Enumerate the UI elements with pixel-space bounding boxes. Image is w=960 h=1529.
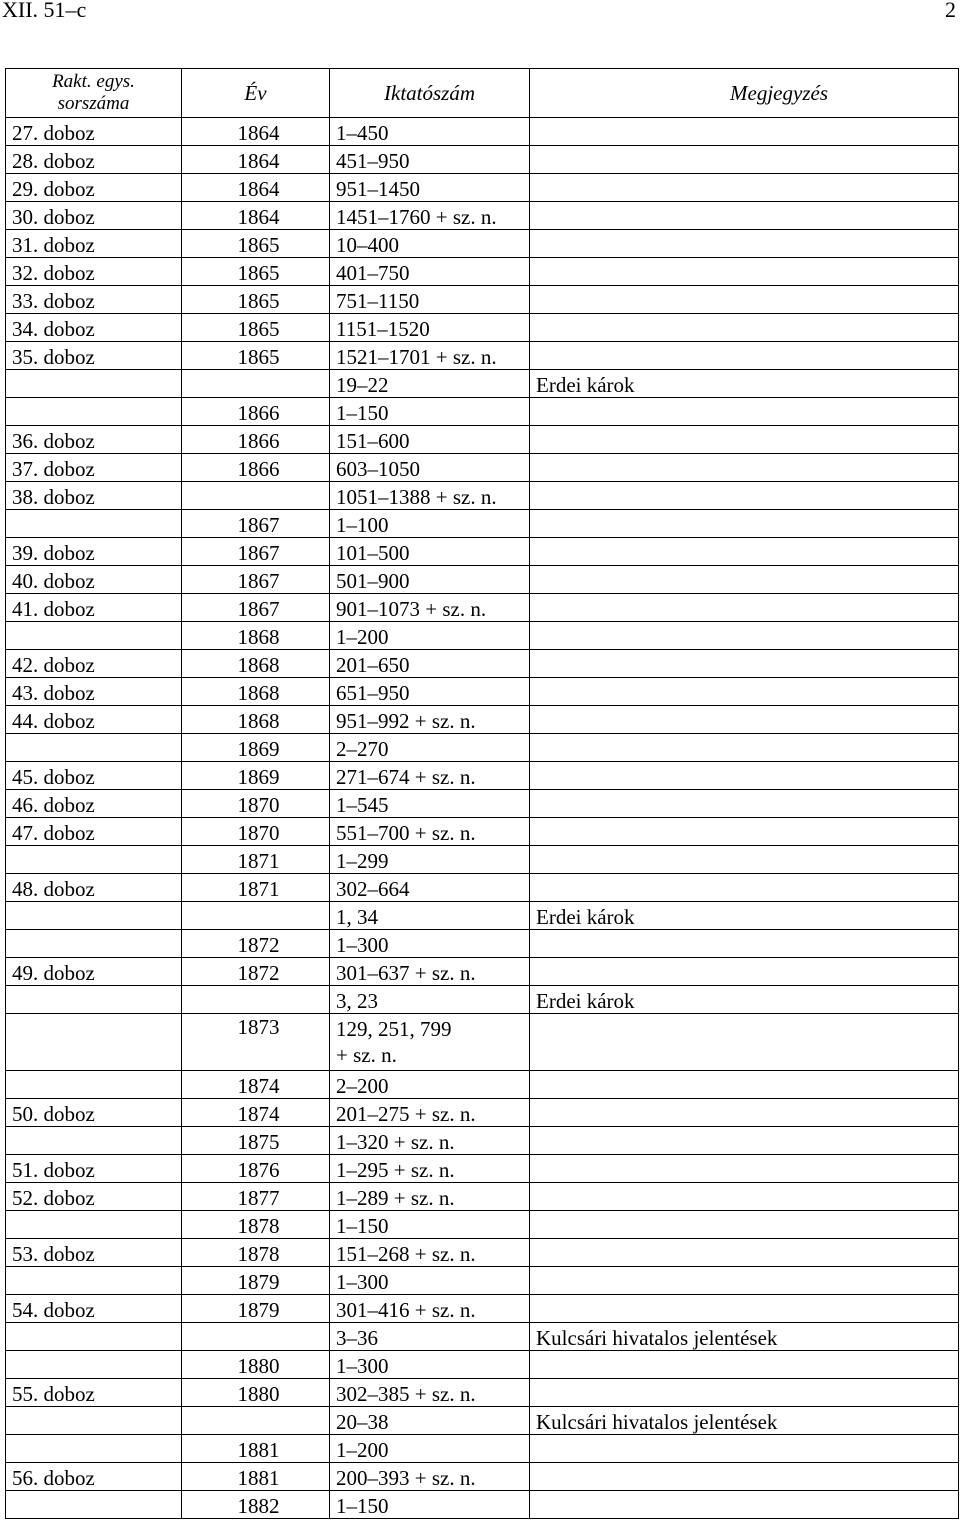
- cell-unit: [6, 1491, 182, 1519]
- cell-unit: [6, 398, 182, 426]
- table-row: [6, 286, 959, 314]
- cell-registry: 1051–1388 + sz. n.: [330, 482, 530, 510]
- cell-note: [530, 174, 959, 202]
- cell-year: 1865: [182, 314, 330, 342]
- cell-note: [530, 930, 959, 958]
- cell-note: Erdei károk: [530, 370, 959, 398]
- cell-registry: 651–950: [330, 678, 530, 706]
- cell-registry: 951–1450: [330, 174, 530, 202]
- cell-note: [530, 762, 959, 790]
- cell-note: Erdei károk: [530, 986, 959, 1014]
- cell-registry: 302–385 + sz. n.: [330, 1379, 530, 1407]
- cell-note: [530, 202, 959, 230]
- cell-unit: 41. doboz: [6, 594, 182, 622]
- cell-unit: [6, 1267, 182, 1295]
- cell-year: 1867: [182, 594, 330, 622]
- cell-note: [530, 790, 959, 818]
- cell-note: [530, 482, 959, 510]
- table-row: [6, 398, 959, 426]
- cell-registry: 1451–1760 + sz. n.: [330, 202, 530, 230]
- column-header-note: Megjegyzés: [530, 69, 959, 118]
- table-row: [6, 1323, 959, 1351]
- table-row: [6, 762, 959, 790]
- cell-registry: 19–22: [330, 370, 530, 398]
- cell-year: 1873: [182, 1014, 330, 1071]
- cell-year: 1879: [182, 1295, 330, 1323]
- cell-year: 1880: [182, 1379, 330, 1407]
- cell-unit: 37. doboz: [6, 454, 182, 482]
- cell-note: [530, 678, 959, 706]
- cell-year: 1878: [182, 1239, 330, 1267]
- cell-registry: 1–450: [330, 118, 530, 146]
- cell-year: 1868: [182, 706, 330, 734]
- cell-note: [530, 258, 959, 286]
- cell-year: [182, 370, 330, 398]
- cell-registry: 101–500: [330, 538, 530, 566]
- table-row: [6, 594, 959, 622]
- cell-year: 1869: [182, 734, 330, 762]
- table-row: [6, 1099, 959, 1127]
- table-row: [6, 1211, 959, 1239]
- table-row: [6, 1351, 959, 1379]
- cell-registry: 301–416 + sz. n.: [330, 1295, 530, 1323]
- cell-note: [530, 1435, 959, 1463]
- cell-registry: 2–200: [330, 1071, 530, 1099]
- table-row: [6, 538, 959, 566]
- table-row: [6, 874, 959, 902]
- cell-year: [182, 986, 330, 1014]
- cell-note: [530, 1071, 959, 1099]
- table-row: [6, 510, 959, 538]
- cell-unit: 49. doboz: [6, 958, 182, 986]
- cell-unit: [6, 1211, 182, 1239]
- cell-registry: 10–400: [330, 230, 530, 258]
- cell-note: [530, 454, 959, 482]
- cell-unit: 36. doboz: [6, 426, 182, 454]
- cell-registry: 1–200: [330, 1435, 530, 1463]
- table-row: [6, 1295, 959, 1323]
- cell-note: [530, 622, 959, 650]
- cell-registry: 271–674 + sz. n.: [330, 762, 530, 790]
- cell-registry: 1–300: [330, 1351, 530, 1379]
- table-row: [6, 1155, 959, 1183]
- cell-unit: 48. doboz: [6, 874, 182, 902]
- archive-register-table: [5, 68, 959, 1519]
- table-row: [6, 902, 959, 930]
- cell-year: 1864: [182, 202, 330, 230]
- table-row: [6, 818, 959, 846]
- cell-year: 1871: [182, 874, 330, 902]
- cell-year: 1865: [182, 286, 330, 314]
- cell-note: [530, 1491, 959, 1519]
- table-row: [6, 258, 959, 286]
- cell-note: [530, 958, 959, 986]
- cell-unit: 40. doboz: [6, 566, 182, 594]
- cell-unit: 47. doboz: [6, 818, 182, 846]
- cell-unit: [6, 1127, 182, 1155]
- cell-note: [530, 594, 959, 622]
- cell-unit: [6, 986, 182, 1014]
- cell-registry: 1, 34: [330, 902, 530, 930]
- cell-year: [182, 902, 330, 930]
- cell-year: 1881: [182, 1435, 330, 1463]
- table-row: [6, 202, 959, 230]
- table-row: [6, 986, 959, 1014]
- table-body: [6, 118, 959, 1519]
- cell-unit: 44. doboz: [6, 706, 182, 734]
- cell-year: 1865: [182, 342, 330, 370]
- table-row: [6, 1435, 959, 1463]
- cell-unit: 27. doboz: [6, 118, 182, 146]
- table-row: [6, 146, 959, 174]
- table-row: [6, 426, 959, 454]
- cell-registry: 1–289 + sz. n.: [330, 1183, 530, 1211]
- cell-year: 1865: [182, 230, 330, 258]
- cell-registry: 302–664: [330, 874, 530, 902]
- page-header-title: XII. 51–c: [2, 0, 87, 22]
- cell-unit: 45. doboz: [6, 762, 182, 790]
- cell-year: 1865: [182, 258, 330, 286]
- cell-year: 1872: [182, 958, 330, 986]
- cell-note: [530, 874, 959, 902]
- page-number: 2: [945, 0, 956, 22]
- table-row: [6, 1491, 959, 1519]
- cell-note: [530, 1295, 959, 1323]
- column-header-unit: Rakt. egys. sorszáma: [6, 69, 182, 118]
- cell-registry: 951–992 + sz. n.: [330, 706, 530, 734]
- cell-registry: 551–700 + sz. n.: [330, 818, 530, 846]
- table-row: [6, 1239, 959, 1267]
- cell-registry: 201–650: [330, 650, 530, 678]
- column-header-registry: Iktatószám: [330, 69, 530, 118]
- table-row: [6, 930, 959, 958]
- table-row: [6, 454, 959, 482]
- table-row: [6, 482, 959, 510]
- cell-note: [530, 230, 959, 258]
- cell-year: 1881: [182, 1463, 330, 1491]
- table-row: [6, 706, 959, 734]
- cell-registry: 129, 251, 799 + sz. n.: [330, 1014, 530, 1071]
- cell-registry: 1–200: [330, 622, 530, 650]
- cell-registry: 1151–1520: [330, 314, 530, 342]
- cell-note: [530, 118, 959, 146]
- cell-registry: 3–36: [330, 1323, 530, 1351]
- cell-year: 1867: [182, 510, 330, 538]
- cell-registry: 1521–1701 + sz. n.: [330, 342, 530, 370]
- cell-year: 1878: [182, 1211, 330, 1239]
- table-row: [6, 650, 959, 678]
- cell-unit: 29. doboz: [6, 174, 182, 202]
- column-header-year: Év: [182, 69, 330, 118]
- cell-year: 1870: [182, 818, 330, 846]
- cell-note: [530, 1099, 959, 1127]
- cell-unit: 43. doboz: [6, 678, 182, 706]
- cell-registry: 501–900: [330, 566, 530, 594]
- cell-year: 1867: [182, 566, 330, 594]
- table-row: [6, 678, 959, 706]
- cell-unit: [6, 734, 182, 762]
- cell-note: [530, 1183, 959, 1211]
- cell-unit: [6, 902, 182, 930]
- cell-registry: 1–300: [330, 930, 530, 958]
- cell-note: [530, 1379, 959, 1407]
- table-row: [6, 370, 959, 398]
- cell-unit: 34. doboz: [6, 314, 182, 342]
- cell-unit: [6, 930, 182, 958]
- cell-year: 1871: [182, 846, 330, 874]
- cell-note: [530, 342, 959, 370]
- cell-year: 1875: [182, 1127, 330, 1155]
- cell-registry: 3, 23: [330, 986, 530, 1014]
- cell-registry: 1–150: [330, 1211, 530, 1239]
- cell-unit: 46. doboz: [6, 790, 182, 818]
- cell-note: [530, 286, 959, 314]
- cell-year: 1866: [182, 426, 330, 454]
- cell-registry: 1–150: [330, 398, 530, 426]
- cell-year: 1882: [182, 1491, 330, 1519]
- cell-note: [530, 1463, 959, 1491]
- cell-note: [530, 314, 959, 342]
- cell-registry: 451–950: [330, 146, 530, 174]
- cell-registry: 1–300: [330, 1267, 530, 1295]
- table-row: [6, 342, 959, 370]
- cell-year: [182, 1407, 330, 1435]
- cell-note: [530, 734, 959, 762]
- table-row: [6, 958, 959, 986]
- table-row: [6, 1267, 959, 1295]
- cell-note: [530, 846, 959, 874]
- cell-year: 1864: [182, 146, 330, 174]
- cell-unit: [6, 1323, 182, 1351]
- cell-year: 1868: [182, 622, 330, 650]
- cell-unit: [6, 1351, 182, 1379]
- cell-registry: 1–320 + sz. n.: [330, 1127, 530, 1155]
- table-row: [6, 1014, 959, 1071]
- cell-note: [530, 398, 959, 426]
- cell-registry: 20–38: [330, 1407, 530, 1435]
- cell-note: [530, 1267, 959, 1295]
- table-header: [6, 69, 959, 118]
- cell-registry: 603–1050: [330, 454, 530, 482]
- cell-year: 1869: [182, 762, 330, 790]
- cell-unit: [6, 1435, 182, 1463]
- table-row: [6, 566, 959, 594]
- cell-year: [182, 1323, 330, 1351]
- cell-unit: [6, 846, 182, 874]
- cell-year: 1867: [182, 538, 330, 566]
- cell-unit: [6, 370, 182, 398]
- cell-unit: 54. doboz: [6, 1295, 182, 1323]
- cell-registry: 1–299: [330, 846, 530, 874]
- header-row: [6, 69, 959, 118]
- table-row: [6, 622, 959, 650]
- table-row: [6, 1407, 959, 1435]
- cell-note: [530, 1155, 959, 1183]
- cell-unit: 56. doboz: [6, 1463, 182, 1491]
- cell-note: [530, 650, 959, 678]
- cell-year: 1880: [182, 1351, 330, 1379]
- table-row: [6, 846, 959, 874]
- table-row: [6, 230, 959, 258]
- cell-year: 1874: [182, 1099, 330, 1127]
- cell-registry: 1–150: [330, 1491, 530, 1519]
- table-row: [6, 790, 959, 818]
- cell-unit: [6, 510, 182, 538]
- table-row: [6, 174, 959, 202]
- cell-note: [530, 426, 959, 454]
- table-row: [6, 1379, 959, 1407]
- cell-unit: [6, 622, 182, 650]
- table-row: [6, 1071, 959, 1099]
- cell-note: [530, 706, 959, 734]
- cell-year: 1866: [182, 454, 330, 482]
- cell-year: 1866: [182, 398, 330, 426]
- cell-note: [530, 1239, 959, 1267]
- table-row: [6, 118, 959, 146]
- cell-note: [530, 1351, 959, 1379]
- cell-year: 1876: [182, 1155, 330, 1183]
- table-row: [6, 734, 959, 762]
- cell-unit: 35. doboz: [6, 342, 182, 370]
- cell-registry: 301–637 + sz. n.: [330, 958, 530, 986]
- cell-unit: 38. doboz: [6, 482, 182, 510]
- cell-note: [530, 1127, 959, 1155]
- cell-unit: 30. doboz: [6, 202, 182, 230]
- cell-registry: 751–1150: [330, 286, 530, 314]
- cell-registry: 1–295 + sz. n.: [330, 1155, 530, 1183]
- cell-note: Kulcsári hivatalos jelentések: [530, 1407, 959, 1435]
- cell-year: 1874: [182, 1071, 330, 1099]
- table-row: [6, 1463, 959, 1491]
- cell-unit: 55. doboz: [6, 1379, 182, 1407]
- cell-registry: 1–545: [330, 790, 530, 818]
- cell-registry: 2–270: [330, 734, 530, 762]
- table-row: [6, 1127, 959, 1155]
- cell-note: [530, 818, 959, 846]
- cell-unit: [6, 1014, 182, 1071]
- cell-unit: 33. doboz: [6, 286, 182, 314]
- cell-year: 1868: [182, 678, 330, 706]
- cell-registry: 151–600: [330, 426, 530, 454]
- cell-unit: 32. doboz: [6, 258, 182, 286]
- cell-note: [530, 1014, 959, 1071]
- cell-note: [530, 146, 959, 174]
- cell-unit: 53. doboz: [6, 1239, 182, 1267]
- cell-registry: 1–100: [330, 510, 530, 538]
- cell-year: 1879: [182, 1267, 330, 1295]
- cell-year: 1870: [182, 790, 330, 818]
- cell-year: 1877: [182, 1183, 330, 1211]
- cell-unit: 51. doboz: [6, 1155, 182, 1183]
- cell-registry: 151–268 + sz. n.: [330, 1239, 530, 1267]
- cell-unit: 31. doboz: [6, 230, 182, 258]
- cell-year: 1872: [182, 930, 330, 958]
- cell-registry: 401–750: [330, 258, 530, 286]
- table-row: [6, 1183, 959, 1211]
- cell-unit: 39. doboz: [6, 538, 182, 566]
- cell-unit: 28. doboz: [6, 146, 182, 174]
- cell-note: Erdei károk: [530, 902, 959, 930]
- table-row: [6, 314, 959, 342]
- cell-unit: [6, 1071, 182, 1099]
- cell-registry: 200–393 + sz. n.: [330, 1463, 530, 1491]
- cell-year: 1868: [182, 650, 330, 678]
- cell-note: Kulcsári hivatalos jelentések: [530, 1323, 959, 1351]
- cell-unit: [6, 1407, 182, 1435]
- cell-year: 1864: [182, 118, 330, 146]
- cell-year: 1864: [182, 174, 330, 202]
- cell-registry: 901–1073 + sz. n.: [330, 594, 530, 622]
- cell-note: [530, 1211, 959, 1239]
- cell-unit: 52. doboz: [6, 1183, 182, 1211]
- cell-registry: 201–275 + sz. n.: [330, 1099, 530, 1127]
- cell-unit: 50. doboz: [6, 1099, 182, 1127]
- cell-unit: 42. doboz: [6, 650, 182, 678]
- cell-note: [530, 566, 959, 594]
- cell-year: [182, 482, 330, 510]
- cell-note: [530, 510, 959, 538]
- cell-note: [530, 538, 959, 566]
